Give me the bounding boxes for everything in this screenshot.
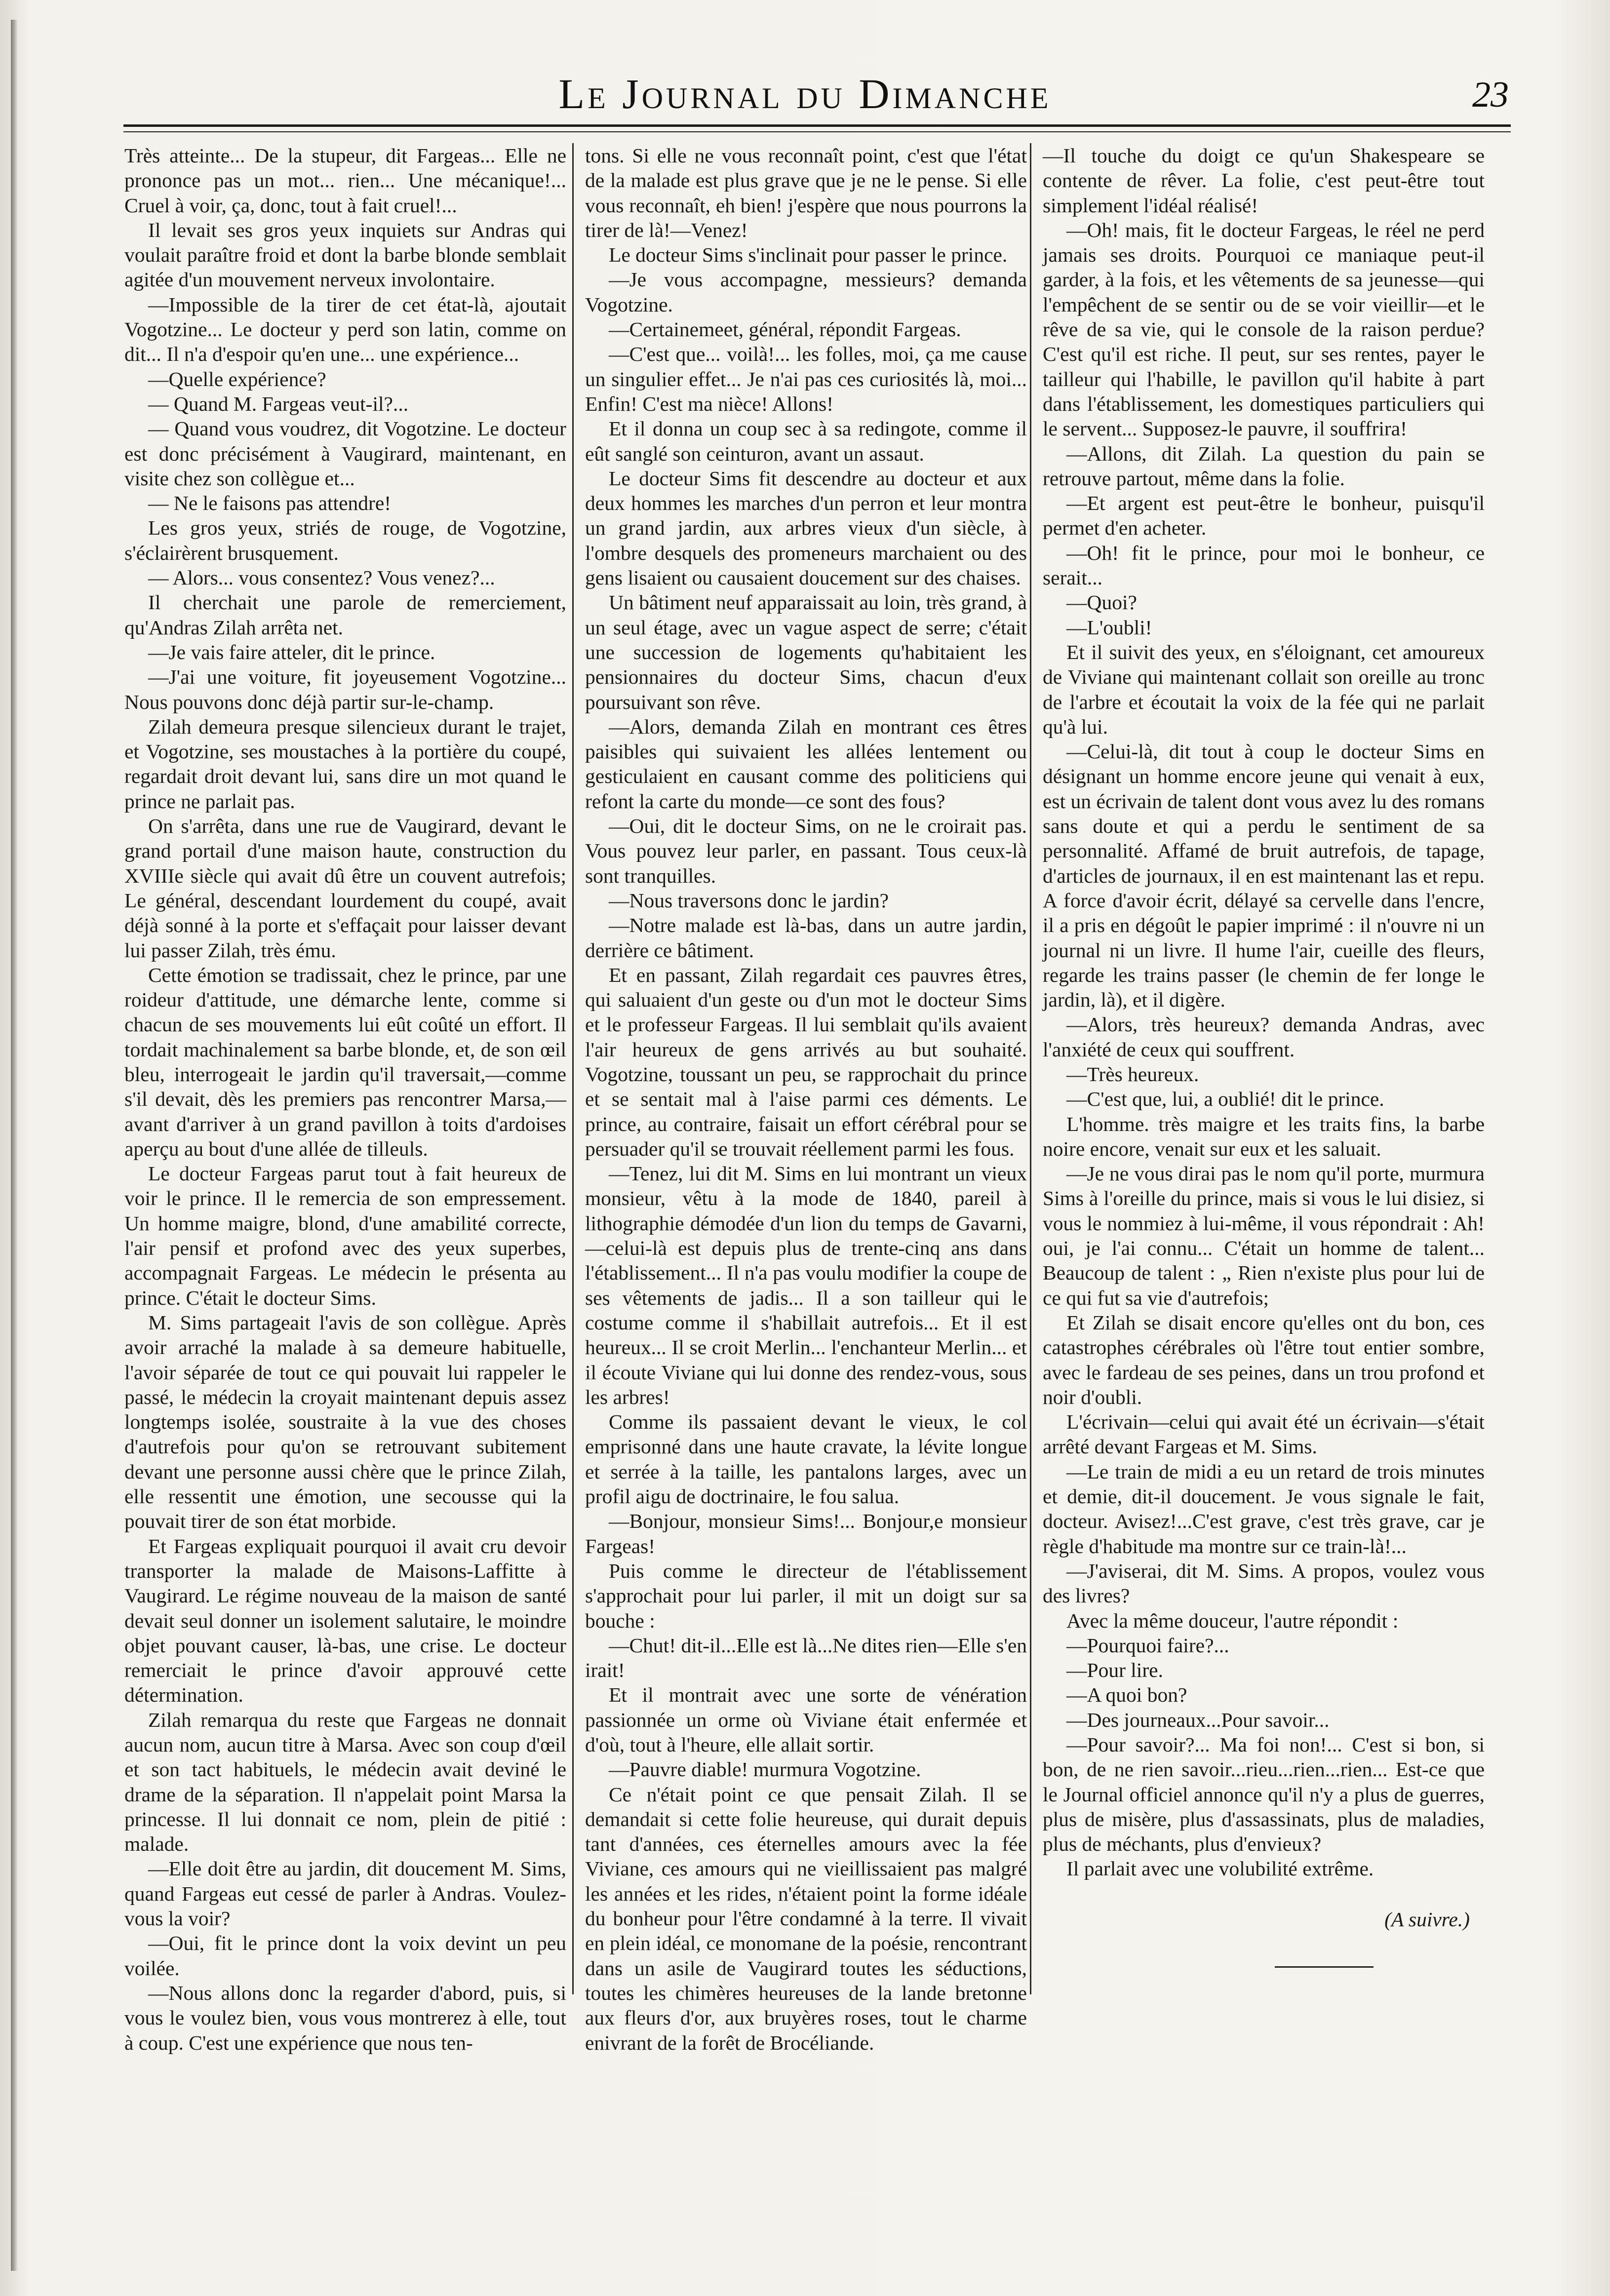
paragraph: —Oh! fit le prince, pour moi le bonheur, ce serait... [1043,541,1485,589]
paragraph: —Oui, dit le docteur Sims, on ne le croirait pas. Vous pouvez leur parler, en passant. Tous ceux-là sont tranquilles. [585,815,1027,887]
paragraph: —Des journeaux...Pour savoir... [1066,1708,1330,1731]
paragraph: —Nous traversons donc le jardin? [609,889,889,912]
paragraph: On s'arrêta, dans une rue de Vaugirard, devant le grand portail d'une maison haute, construction du XVIIIe siècle qui avait dû être un couvent autrefois; Le général, descendant lourdement du coupé, avait déjà sonné à la porte et s'effaçait pour laisser devant lui passer Zilah, très ému. [124,815,566,962]
paragraph: L'homme. très maigre et les traits fins, la barbe noire encore, venait sur eux et les saluait. [1043,1112,1485,1160]
paragraph: Un bâtiment neuf apparaissait au loin, très grand, à un seul étage, avec un vague aspect de serre; c'était une succession de logements qu'habitaient les pensionnaires du docteur Sims, chacun d'eux poursuivant son rêve. [585,591,1027,713]
paragraph: —L'oubli! [1066,616,1152,639]
text-column-2 [585,143,1027,2054]
paragraph: Le docteur Sims fit descendre au docteur et aux deux hommes les marches d'un perron et leur montra un grand jardin, aux arbres vieux d'un siècle, à l'ombre desquels des promeneurs marchaient ou des gens lisaient ou causaient doucement sur des chaises. [585,467,1027,589]
paragraph: Zilah demeura presque silencieux durant le trajet, et Vogotzine, ses moustaches à la portière du coupé, regardait droit devant lui, sans dire un mot quand le prince ne parlait pas. [124,715,566,813]
paragraph: —J'ai une voiture, fit joyeusement Vogotzine... Nous pouvons donc déjà partir sur-le-champ. [124,665,566,713]
masthead-title: Le Journal du Dimanche [558,70,1052,117]
paragraph: Très atteinte... De la stupeur, dit Fargeas... Elle ne prononce pas un mot... rien... Une mécanique!... Cruel à voir, ça, donc, tout à fait cruel!... [124,144,566,217]
column-divider [1030,143,1031,1994]
end-rule [1275,1966,1374,1968]
paragraph: —Oui, fit le prince dont la voix devint un peu voilée. [124,1932,566,1980]
paragraph: Ce n'était point ce que pensait Zilah. Il se demandait si cette folie heureuse, qui durait depuis tant d'années, ces éternelles amours avec la fée Viviane, ces amours qui ne vieillissaient pas malgré les années et les rides, n'étaient point la forme idéale du bonheur pour l'être condamné à la terre. Il vivait en plein idéal, ce monomane de la poésie, rencontrant dans un asile de Vaugirard toutes les séductions, toutes les chimères heureuses de la lande bretonne aux fleurs d'or, aux bruyères roses, tout le charme enivrant de la forêt de Brocéliande. [585,1783,1027,2054]
paragraph: M. Sims partageait l'avis de son collègue. Après avoir arraché la malade à sa demeure habituelle, l'avoir séparée de tout ce qui pouvait lui rappeler le passé, le médecin la croyait maintenant depuis assez longtemps isolée, soustraite à la vue des choses d'autrefois pour qu'on se retrouvant subitement devant une personne aussi chère que le prince Zilah, elle ressentit une émotion, une secousse qui la pouvait tirer de son état morbide. [124,1311,566,1533]
paragraph: Le docteur Sims s'inclinait pour passer le prince. [609,243,1008,267]
paragraph: —Elle doit être au jardin, dit doucement M. Sims, quand Fargeas eut cessé de parler à Andras. Voulez-vous la voir? [124,1857,566,1930]
text-column-1 [124,143,566,2054]
paragraph: —Très heureux. [1066,1062,1199,1086]
paragraph: — Ne le faisons pas attendre! [148,492,392,515]
header-rule [123,124,1511,127]
paragraph: Et il suivit des yeux, en s'éloignant, cet amoureux de Viviane qui maintenant collait son oreille au tronc de l'arbre et écoutait la voix de la fée qui ne parlait qu'à lui. [1043,640,1485,738]
paragraph: —Quoi? [1066,591,1137,614]
paragraph: —Pour lire. [1066,1659,1163,1682]
paragraph: Puis comme le directeur de l'établissement s'approchait pour lui parler, il mit un doigt sur sa bouche : [585,1559,1027,1632]
paragraph: —C'est que... voilà!... les folles, moi, ça me cause un singulier effet... Je n'ai pas ces curiosités là, moi... Enfin! C'est ma nièce! Allons! [585,343,1027,415]
paragraph: —Notre malade est là-bas, dans un autre jardin, derrière ce bâtiment. [585,914,1027,962]
paragraph: —Tenez, lui dit M. Sims en lui montrant un vieux monsieur, vêtu à la mode de 1840, pareil à lithographie démodée d'un lion du temps de Gavarni,—celui-là est depuis plus de trente-cinq ans dans l'établissement... Il n'a pas voulu modifier la coupe de ses vêtements de jadis... Il a son tailleur qui le costume comme il s'habillait autrefois... Et il est heureux... Il se croit Merlin... l'enchanteur Merlin... et il écoute Viviane qui lui donne des rendez-vous, sous les arbres! [585,1162,1027,1408]
paragraph: —A quoi bon? [1066,1683,1187,1707]
paragraph: —Alors, demanda Zilah en montrant ces êtres paisibles qui suivaient les allées lentement ou gesticulaient en causant comme des politiciens qui refont la carte du monde—ce sont des fous? [585,715,1027,813]
paragraph: —Alors, très heureux? demanda Andras, avec l'anxiété de ceux qui souffrent. [1043,1013,1485,1061]
paragraph: —Il touche du doigt ce qu'un Shakespeare se contente de rêver. La folie, c'est peut-être tout simplement l'idéal réalisé! [1043,144,1485,217]
paragraph: —Chut! dit-il...Elle est là...Ne dites rien—Elle s'en irait! [585,1634,1027,1682]
paragraph: —C'est que, lui, a oublié! dit le prince. [1066,1088,1384,1111]
paragraph: — Quand vous voudrez, dit Vogotzine. Le docteur est donc précisément à Vaugirard, maintenant, en visite chez son collègue et... [124,417,566,490]
text-column-3 [1043,143,1485,2014]
paragraph: Il cherchait une parole de remerciement, qu'Andras Zilah arrêta net. [124,591,566,639]
paragraph: Et en passant, Zilah regardait ces pauvres êtres, qui saluaient d'un geste ou d'un mot le docteur Sims et le professeur Fargeas. Il lui semblait qu'ils avaient l'air heureux de gens arrivés au but souhaité. Vogotzine, toussant un peu, se rapprochait du prince et se sentait mal à l'aise parmi ces déments. Le prince, au contraire, faisait un effort cérébral pour se persuader qu'il se trouvait réellement parmi les fous. [585,963,1027,1160]
paragraph: Comme ils passaient devant le vieux, le col emprisonné dans une haute cravate, la lévite longue et serrée à la taille, les pantalons larges, avec un profil aigu de doctrinaire, le fou salua. [585,1410,1027,1508]
paragraph: —Pourquoi faire?... [1066,1634,1229,1657]
paragraph: —Oh! mais, fit le docteur Fargeas, le réel ne perd jamais ses droits. Pourquoi ce maniaque peut-il garder, à la fois, et les vêtements de sa jeunesse—qui l'empêchent de se sentir ou de se voir vieillir—et le rêve de sa vie, qui le console de la raison perdue? C'est qu'il est riche. Il peut, sur ses rentes, payer le tailleur qui l'habille, le pavillon qu'il habite à part dans l'établissement, les domestiques particuliers qui le servent... Supposez-le pauvre, il souffrira! [1043,218,1485,440]
column-divider [572,143,574,1994]
paragraph: — Alors... vous consentez? Vous venez?... [148,566,495,589]
paragraph: —Je ne vous dirai pas le nom qu'il porte, murmura Sims à l'oreille du prince, mais si vous le lui disiez, si vous le nommiez à lui-même, il vous répondrait : Ah! oui, je l'ai connu... C'était un homme de talent... Beaucoup de talent : „ Rien n'existe plus pour lui de ce qui fut sa vie d'autrefois; [1043,1162,1485,1309]
paragraph: — Quand M. Fargeas veut-il?... [148,392,409,415]
paragraph: —Pauvre diable! murmura Vogotzine. [609,1758,921,1781]
paragraph: Et il montrait avec une sorte de vénération passionnée un orme où Viviane était enfermée et d'où, tout à l'heure, elle allait sortir. [585,1683,1027,1756]
paragraph: Et il donna un coup sec à sa redingote, comme il eût sanglé son ceinturon, avant un assaut. [585,417,1027,465]
paragraph: —J'aviserai, dit M. Sims. A propos, voulez vous des livres? [1043,1559,1485,1607]
paragraph: Et Zilah se disait encore qu'elles ont du bon, ces catastrophes cérébrales où l'être tout entier sombre, avec le fardeau de ses peines, dans un trou profond et noir d'oubli. [1043,1311,1485,1408]
paragraph: —Et argent est peut-être le bonheur, puisqu'il permet d'en acheter. [1043,492,1485,540]
header-rule-thin [123,131,1511,132]
paragraph: —Celui-là, dit tout à coup le docteur Sims en désignant un homme encore jeune qui venait à eux, est un écrivain de talent dont vous avez lu des romans sans doute et qui a perdu le sentiment de sa personnalité. Affamé de bruit autrefois, de tapage, d'articles de journaux, il en est maintenant las et repu. A force d'avoir écrit, délayé sa cervelle dans l'encre, il a pris en dégoût le papier imprimé : il n'ouvre ni un journal ni un livre. Il hume l'air, cueille des fleurs, regarde les trains passer (le chemin de fer longe le jardin, là), et il digère. [1043,740,1485,1012]
paragraph: —Je vais faire atteler, dit le prince. [148,640,435,663]
paragraph: tons. Si elle ne vous reconnaît point, c'est que l'état de la malade est plus grave que je ne le pense. Si elle vous reconnaît, eh bien! j'espère que nous pourrons la tirer de là!—Venez! [585,144,1027,241]
paragraph: Et Fargeas expliquait pourquoi il avait cru devoir transporter la malade de Maisons-Laffitte à Vaugirard. Le régime nouveau de la maison de santé devait seul donner un isolement salutaire, le moindre objet pouvant causer, là-bas, une crise. Le docteur remerciait le prince d'avoir approuvé cette détermination. [124,1534,566,1707]
page-number: 23 [1472,75,1509,115]
paragraph: —Pour savoir?... Ma foi non!... C'est si bon, si bon, de ne rien savoir...rieu...rien...rien... Est-ce que le Journal officiel annonce qu'il n'y a plus de guerres, plus de misère, plus d'assassinats, plus de maladies, plus de méchants, plus d'envieux? [1043,1733,1485,1856]
to-be-continued: (A suivre.) [1384,1907,1470,1931]
paragraph: Il levait ses gros yeux inquiets sur Andras qui voulait paraître froid et dont la barbe blonde semblait agitée d'un mouvement nerveux involontaire. [124,218,566,291]
binding-shadow [11,20,18,2271]
paragraph: —Bonjour, monsieur Sims!... Bonjour,e monsieur Fargeas! [585,1510,1027,1557]
paragraph: Le docteur Fargeas parut tout à fait heureux de voir le prince. Il le remercia de son empressement. Un homme maigre, blond, d'une amabilité correcte, l'air pensif et profond avec des yeux superbes, accompagnait Fargeas. Le médecin le présenta au prince. C'était le docteur Sims. [124,1162,566,1309]
paragraph: —Le train de midi a eu un retard de trois minutes et demie, dit-il doucement. Je vous signale le fait, docteur. Avisez!...C'est grave, c'est très grave, car je règle d'habitude ma montre sur ce train-là!... [1043,1460,1485,1557]
paragraph: —Nous allons donc la regarder d'abord, puis, si vous le voulez bien, vous vous montrerez à elle, tout à coup. C'est une expérience que nous ten- [124,1981,566,2054]
paragraph: Les gros yeux, striés de rouge, de Vogotzine, s'éclairèrent brusquement. [124,516,566,564]
paragraph: —Quelle expérience? [148,367,326,390]
paragraph: Zilah remarqua du reste que Fargeas ne donnait aucun nom, aucun titre à Marsa. Avec son coup d'œil et son tact habituels, le médecin avait deviné le drame de la séparation. Il n'appelait point Marsa la princesse. Il lui donnait ce nom, plein de pitié : malade. [124,1708,566,1856]
paragraph: —Impossible de la tirer de cet état-là, ajoutait Vogotzine... Le docteur y perd son latin, comme on dit... Il n'a d'espoir qu'en une... une expérience... [124,293,566,366]
paragraph: —Certainemeet, général, répondit Fargeas. [609,318,961,341]
column-paragraphs [1043,143,1485,1881]
paragraph: Il parlait avec une volubilité extrême. [1066,1857,1374,1880]
paragraph: Avec la même douceur, l'autre répondit : [1066,1609,1399,1632]
paragraph: Cette émotion se tradissait, chez le prince, par une roideur d'attitude, une démarche lente, comme si chacun de ses mouvements lui eût coûté un effort. Il tordait machinalement sa barbe blonde, et, de son œil bleu, interrogeait le jardin qu'il traversait,—comme s'il devait, dès les premiers pas rencontrer Marsa,—avant d'arriver à un grand pavillon à toits d'ardoises aperçu au bout d'une allée de tilleuls. [124,963,566,1160]
paragraph: L'écrivain—celui qui avait été un écrivain—s'était arrêté devant Fargeas et M. Sims. [1043,1410,1485,1458]
paragraph: —Je vous accompagne, messieurs? demanda Vogotzine. [585,268,1027,316]
paragraph: —Allons, dit Zilah. La question du pain se retrouve partout, même dans la folie. [1043,442,1485,490]
